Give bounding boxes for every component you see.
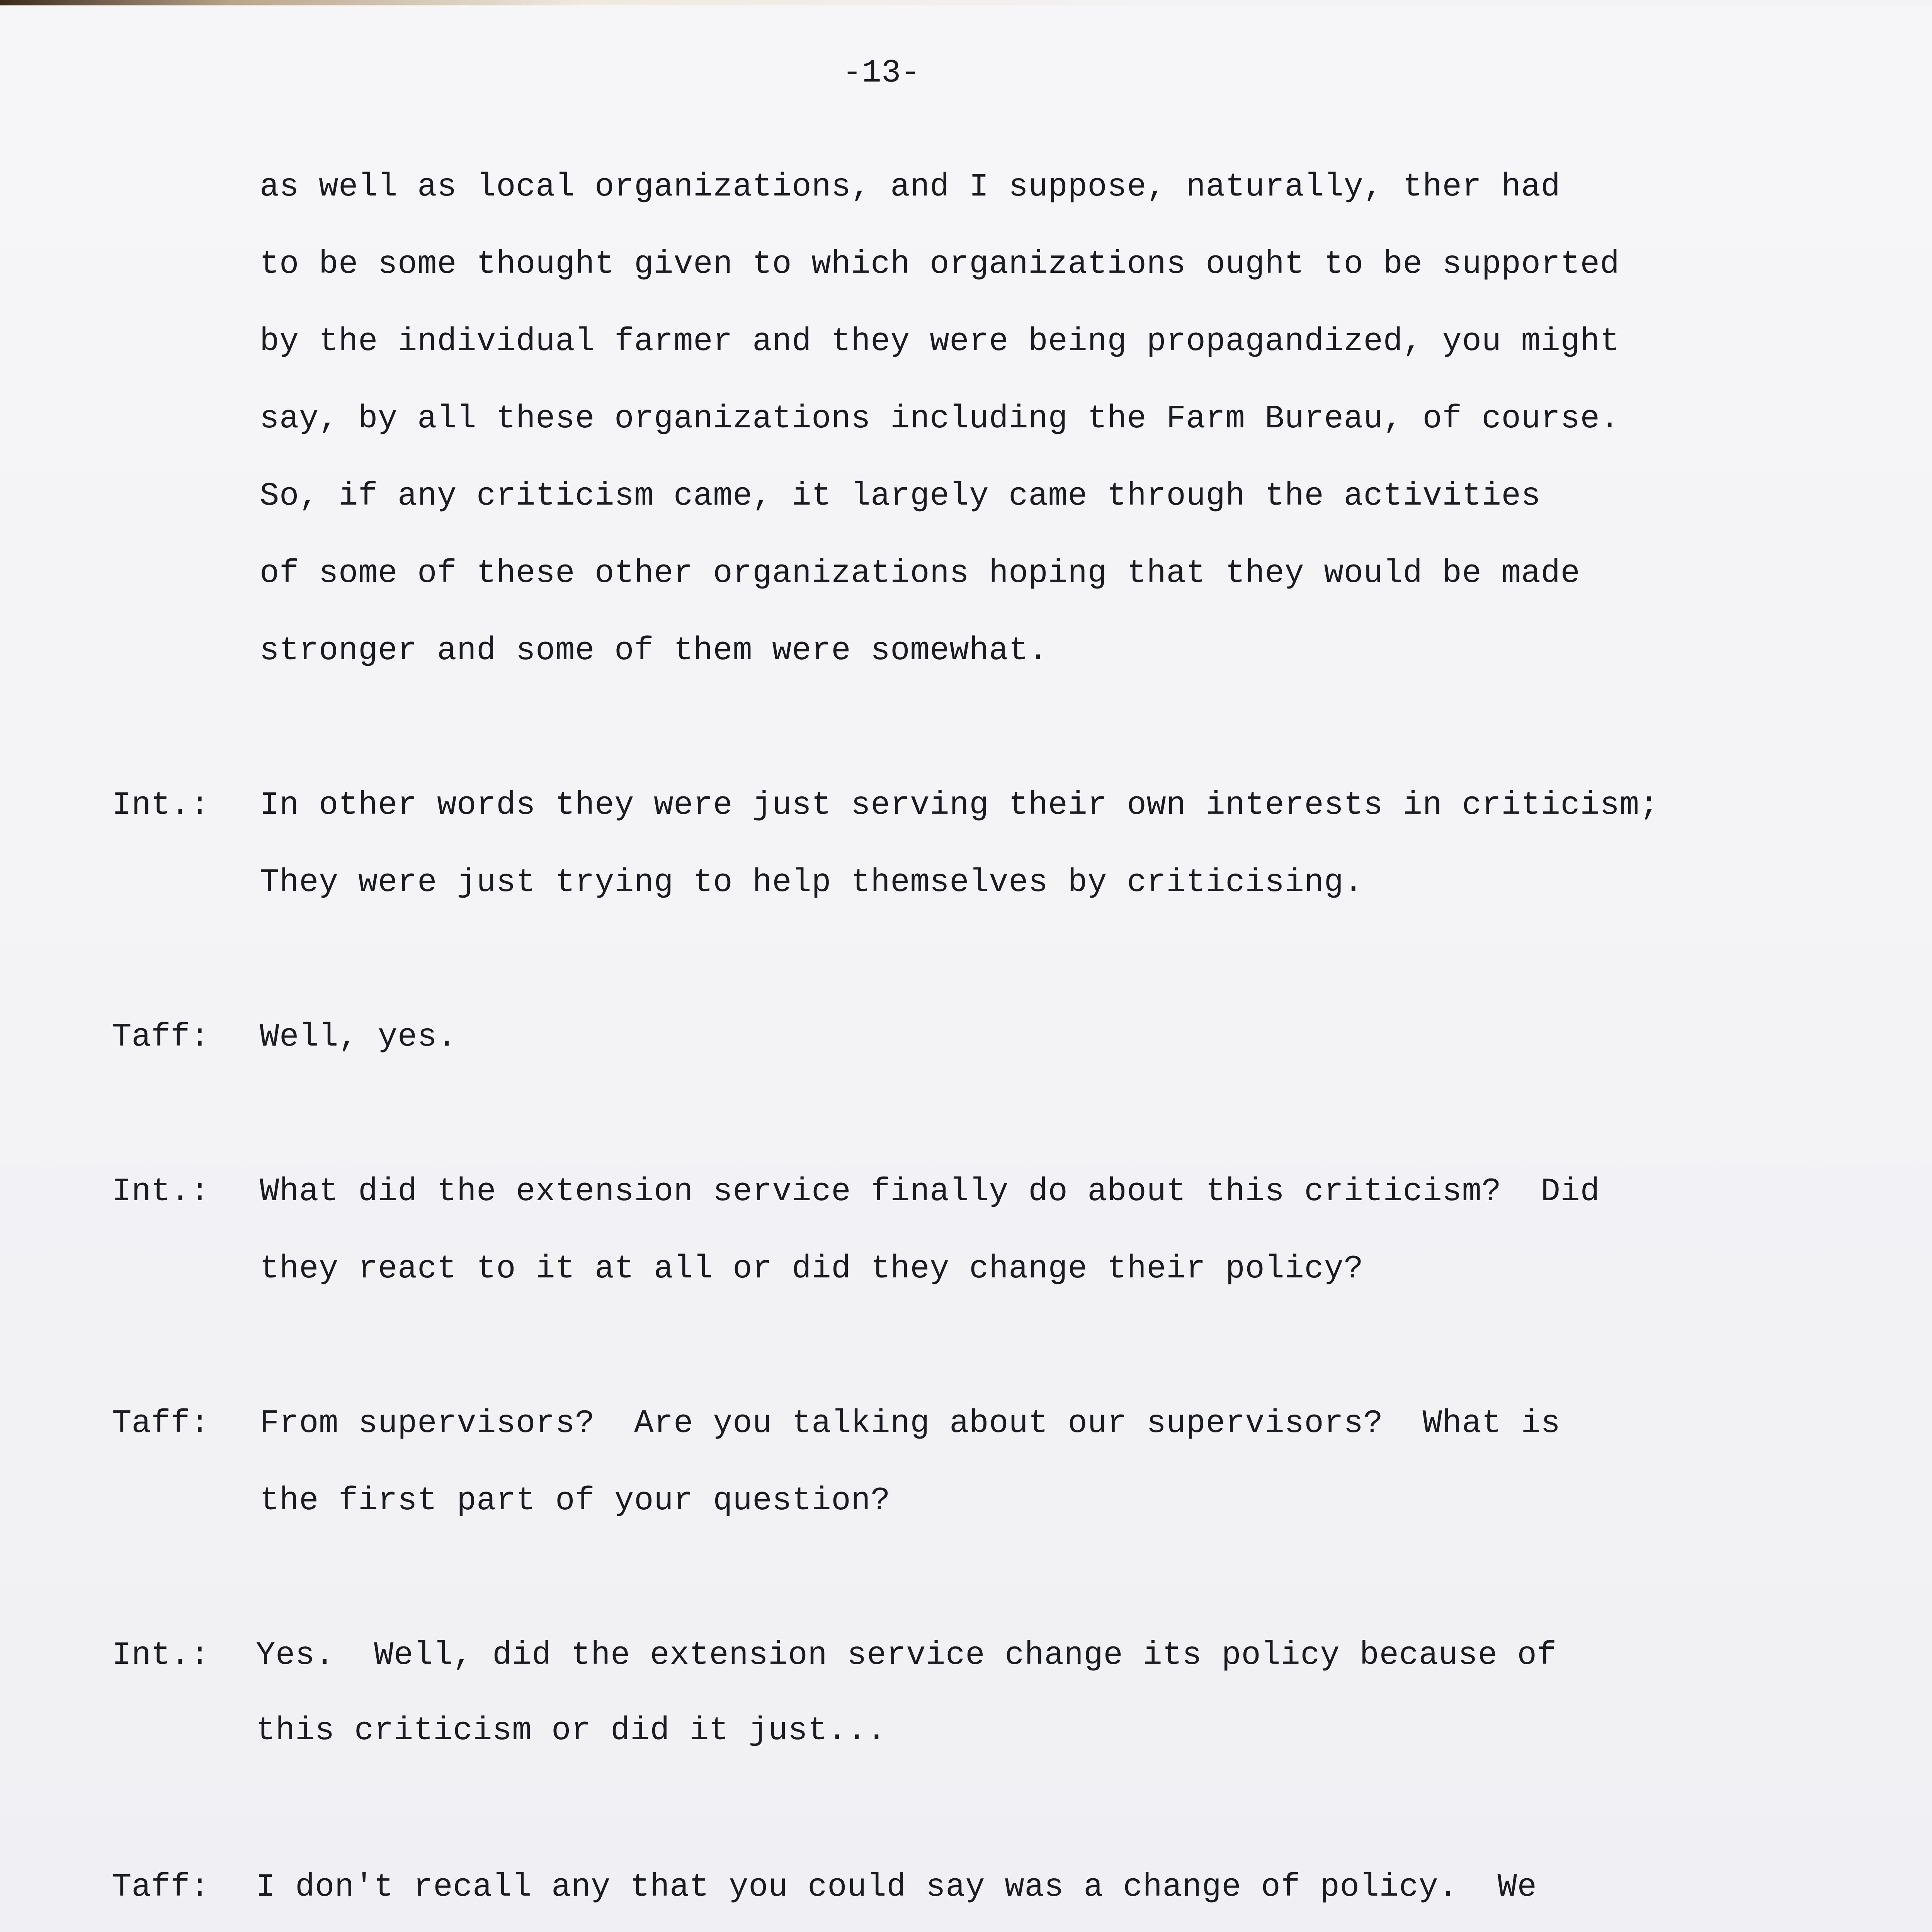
transcript-line: They were just trying to help themselves by criticising. (260, 864, 1364, 901)
transcript-line: I don't recall any that you could say was a change of policy. We (256, 1869, 1537, 1906)
speaker-label: Int.: (112, 1173, 210, 1210)
transcript-line: stronger and some of them were somewhat. (260, 633, 1048, 669)
transcript-line: as well as local organizations, and I suppose, naturally, ther had (260, 169, 1561, 206)
speaker-label: Taff: (112, 1019, 210, 1056)
transcript-line: Well, yes. (260, 1019, 457, 1056)
speaker-label: Taff: (112, 1869, 210, 1906)
page-top-edge (0, 0, 1932, 5)
transcript-line: this criticism or did it just... (256, 1713, 887, 1749)
transcript-line: So, if any criticism came, it largely came through the activities (260, 478, 1541, 515)
speaker-label: Int.: (112, 1637, 210, 1674)
transcript-line: From supervisors? Are you talking about our supervisors? What is (260, 1405, 1561, 1442)
transcript-line: to be some thought given to which organizations ought to be supported (260, 246, 1620, 283)
transcript-line: What did the extension service finally do about this criticism? Did (260, 1173, 1600, 1210)
transcript-line: the first part of your question? (260, 1483, 891, 1519)
transcript-line: of some of these other organizations hoping that they would be made (260, 555, 1580, 592)
page-number: -13- (842, 55, 920, 92)
transcript-line: say, by all these organizations including the Farm Bureau, of course. (260, 401, 1620, 437)
speaker-label: Taff: (112, 1405, 210, 1442)
transcript-line: In other words they were just serving their own interests in criticism; (260, 787, 1659, 824)
transcript-line: they react to it at all or did they change their policy? (260, 1251, 1364, 1287)
speaker-label: Int.: (112, 787, 210, 824)
transcript-line: Yes. Well, did the extension service change its policy because of (256, 1637, 1557, 1674)
transcript-line: by the individual farmer and they were being propagandized, you might (260, 323, 1620, 360)
